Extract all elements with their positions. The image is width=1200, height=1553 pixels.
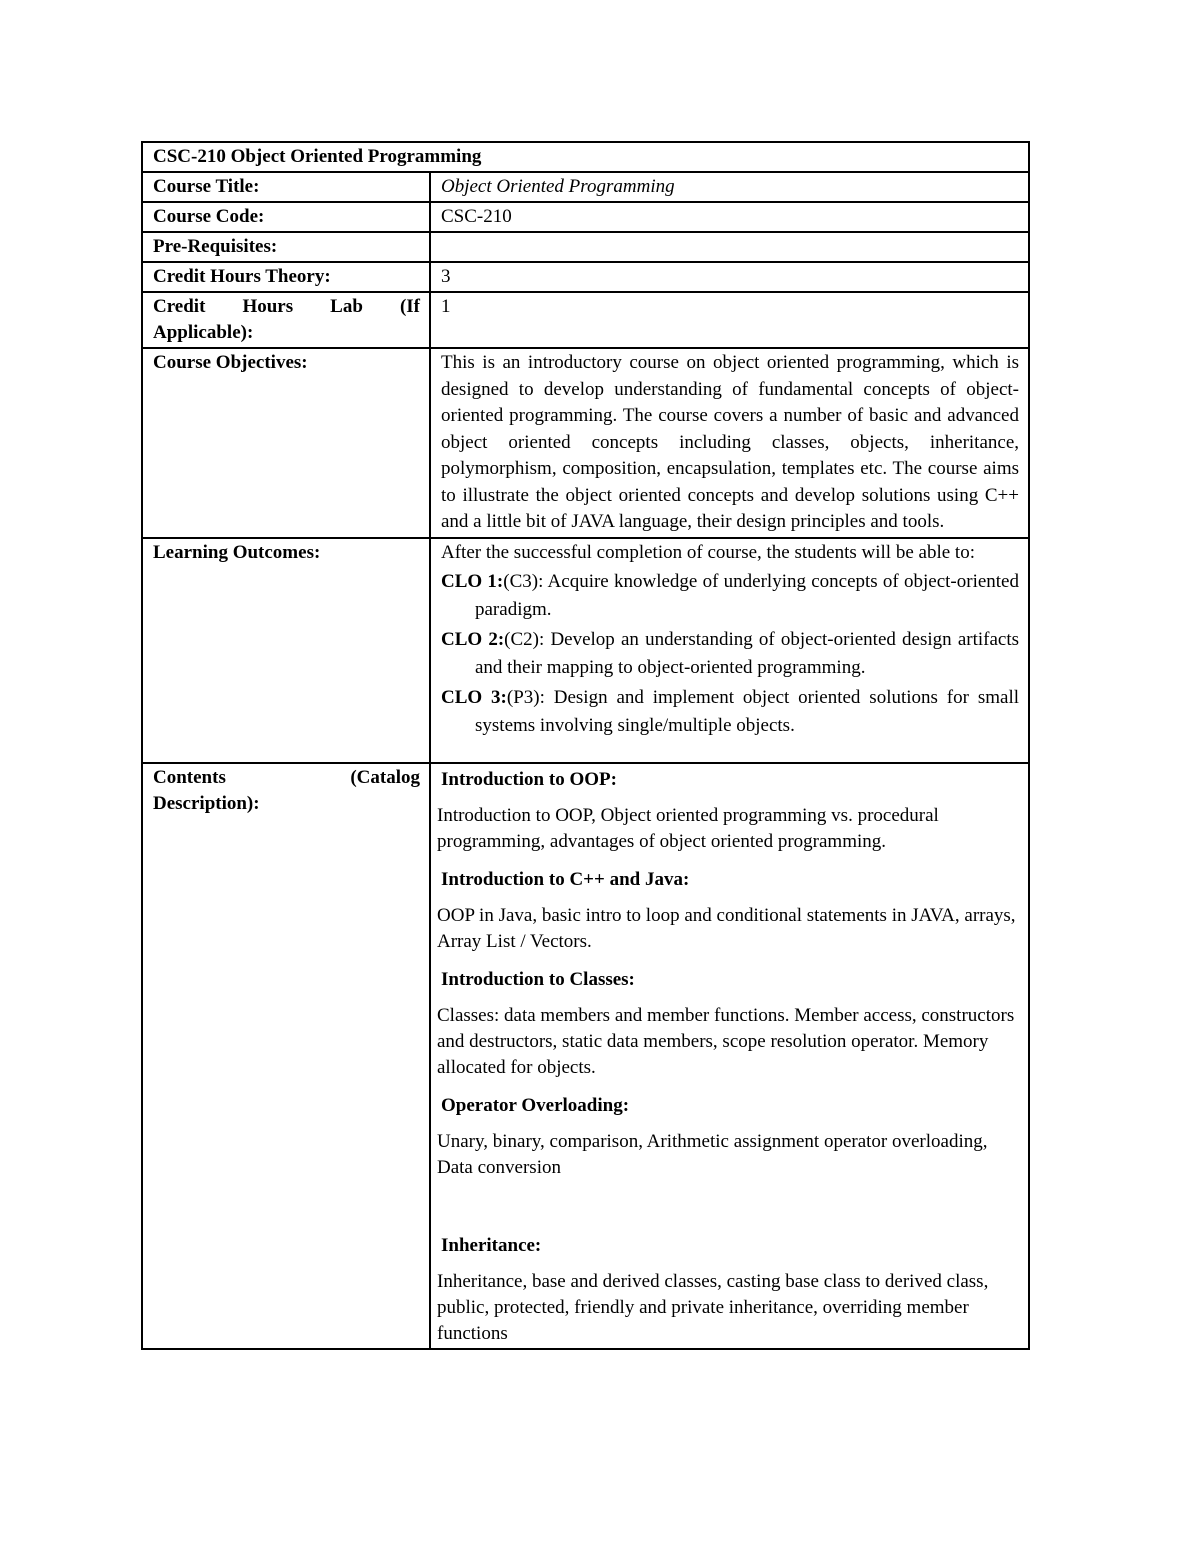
outcomes-label: Learning Outcomes: [142,538,430,763]
section-body-oop: Introduction to OOP, Object oriented programming vs. procedural programming, advantages of object oriented programming. [437,804,939,852]
clo-2 [441,626,1019,682]
prerequisites-value [430,232,1029,262]
course-code-label: Course Code: [142,202,430,232]
clo-1-tag: CLO 1: [441,570,504,592]
course-code-row [142,202,1029,232]
outcomes-intro: After the successful completion of course, the students will be able to: [441,541,975,563]
course-code-value: CSC-210 [430,202,1029,232]
section-heading-classes: Introduction to Classes: [441,968,635,990]
clo-2-tag: CLO 2: [441,628,505,650]
course-title-label: Course Title: [142,172,430,202]
contents-value [430,763,1029,1349]
objectives-row [142,348,1029,538]
credit-lab-row [142,292,1029,348]
clo-1 [441,568,1019,624]
course-title-value: Object Oriented Programming [430,172,1029,202]
prerequisites-label: Pre-Requisites: [142,232,430,262]
section-heading-inheritance: Inheritance: [441,1234,542,1256]
outcomes-row [142,538,1029,763]
credit-theory-value: 3 [430,262,1029,292]
course-outline-table [141,141,1030,1350]
prerequisites-row [142,232,1029,262]
clo-2-text: (C2): Develop an understanding of object-oriented design artifacts and their mapping to object-oriented programming. [475,628,1020,678]
objectives-value: This is an introductory course on object oriented programming, which is designed to develop understanding of fundamental concepts of object-oriented programming. The course covers a number of basic and advanced object oriented concepts including classes, objects, inheritance, polymorphism, composition, encapsulation, templates etc. The course aims to illustrate the object oriented concepts and develop solutions using C++ and a little bit of JAVA language, their design principles and tools. [430,348,1029,538]
section-body-cpp-java: OOP in Java, basic intro to loop and conditional statements in JAVA, arrays, Array List / Vectors. [437,904,1016,952]
credit-theory-label: Credit Hours Theory: [142,262,430,292]
clo-1-text: (C3): Acquire knowledge of underlying concepts of object-oriented paradigm. [475,570,1019,620]
contents-row [142,763,1029,1349]
header-row [142,142,1029,172]
contents-label-line1: Contents (Catalog [153,766,420,788]
clo-3-text: (P3): Design and implement object oriented solutions for small systems involving single/multiple objects. [475,686,1019,736]
credit-lab-value: 1 [430,292,1029,348]
section-heading-cpp-java: Introduction to C++ and Java: [441,868,690,890]
section-body-operator-overloading: Unary, binary, comparison, Arithmetic assignment operator overloading, Data conversion [437,1130,988,1178]
credit-lab-label [142,292,430,348]
course-header: CSC-210 Object Oriented Programming [142,142,1029,172]
credit-lab-label-line2: Applicable): [153,322,254,343]
clo-3 [441,684,1019,740]
section-body-classes: Classes: data members and member functions. Member access, constructors and destructors, static data members, scope resolution operator. Memory allocated for objects. [437,1004,1015,1078]
credit-lab-label-line1: Credit Hours Lab (If [153,296,420,317]
contents-label [142,763,430,1349]
credit-theory-row [142,262,1029,292]
section-heading-operator-overloading: Operator Overloading: [441,1094,630,1116]
course-title-row [142,172,1029,202]
section-heading-oop: Introduction to OOP: [441,768,617,790]
outcomes-value [430,538,1029,763]
section-body-inheritance: Inheritance, base and derived classes, casting base class to derived class, public, protected, friendly and private inheritance, overriding member functions [437,1270,989,1344]
blank-spacer [441,1193,1019,1231]
contents-label-line2: Description): [153,792,260,814]
clo-3-tag: CLO 3: [441,686,507,708]
objectives-label: Course Objectives: [142,348,430,538]
